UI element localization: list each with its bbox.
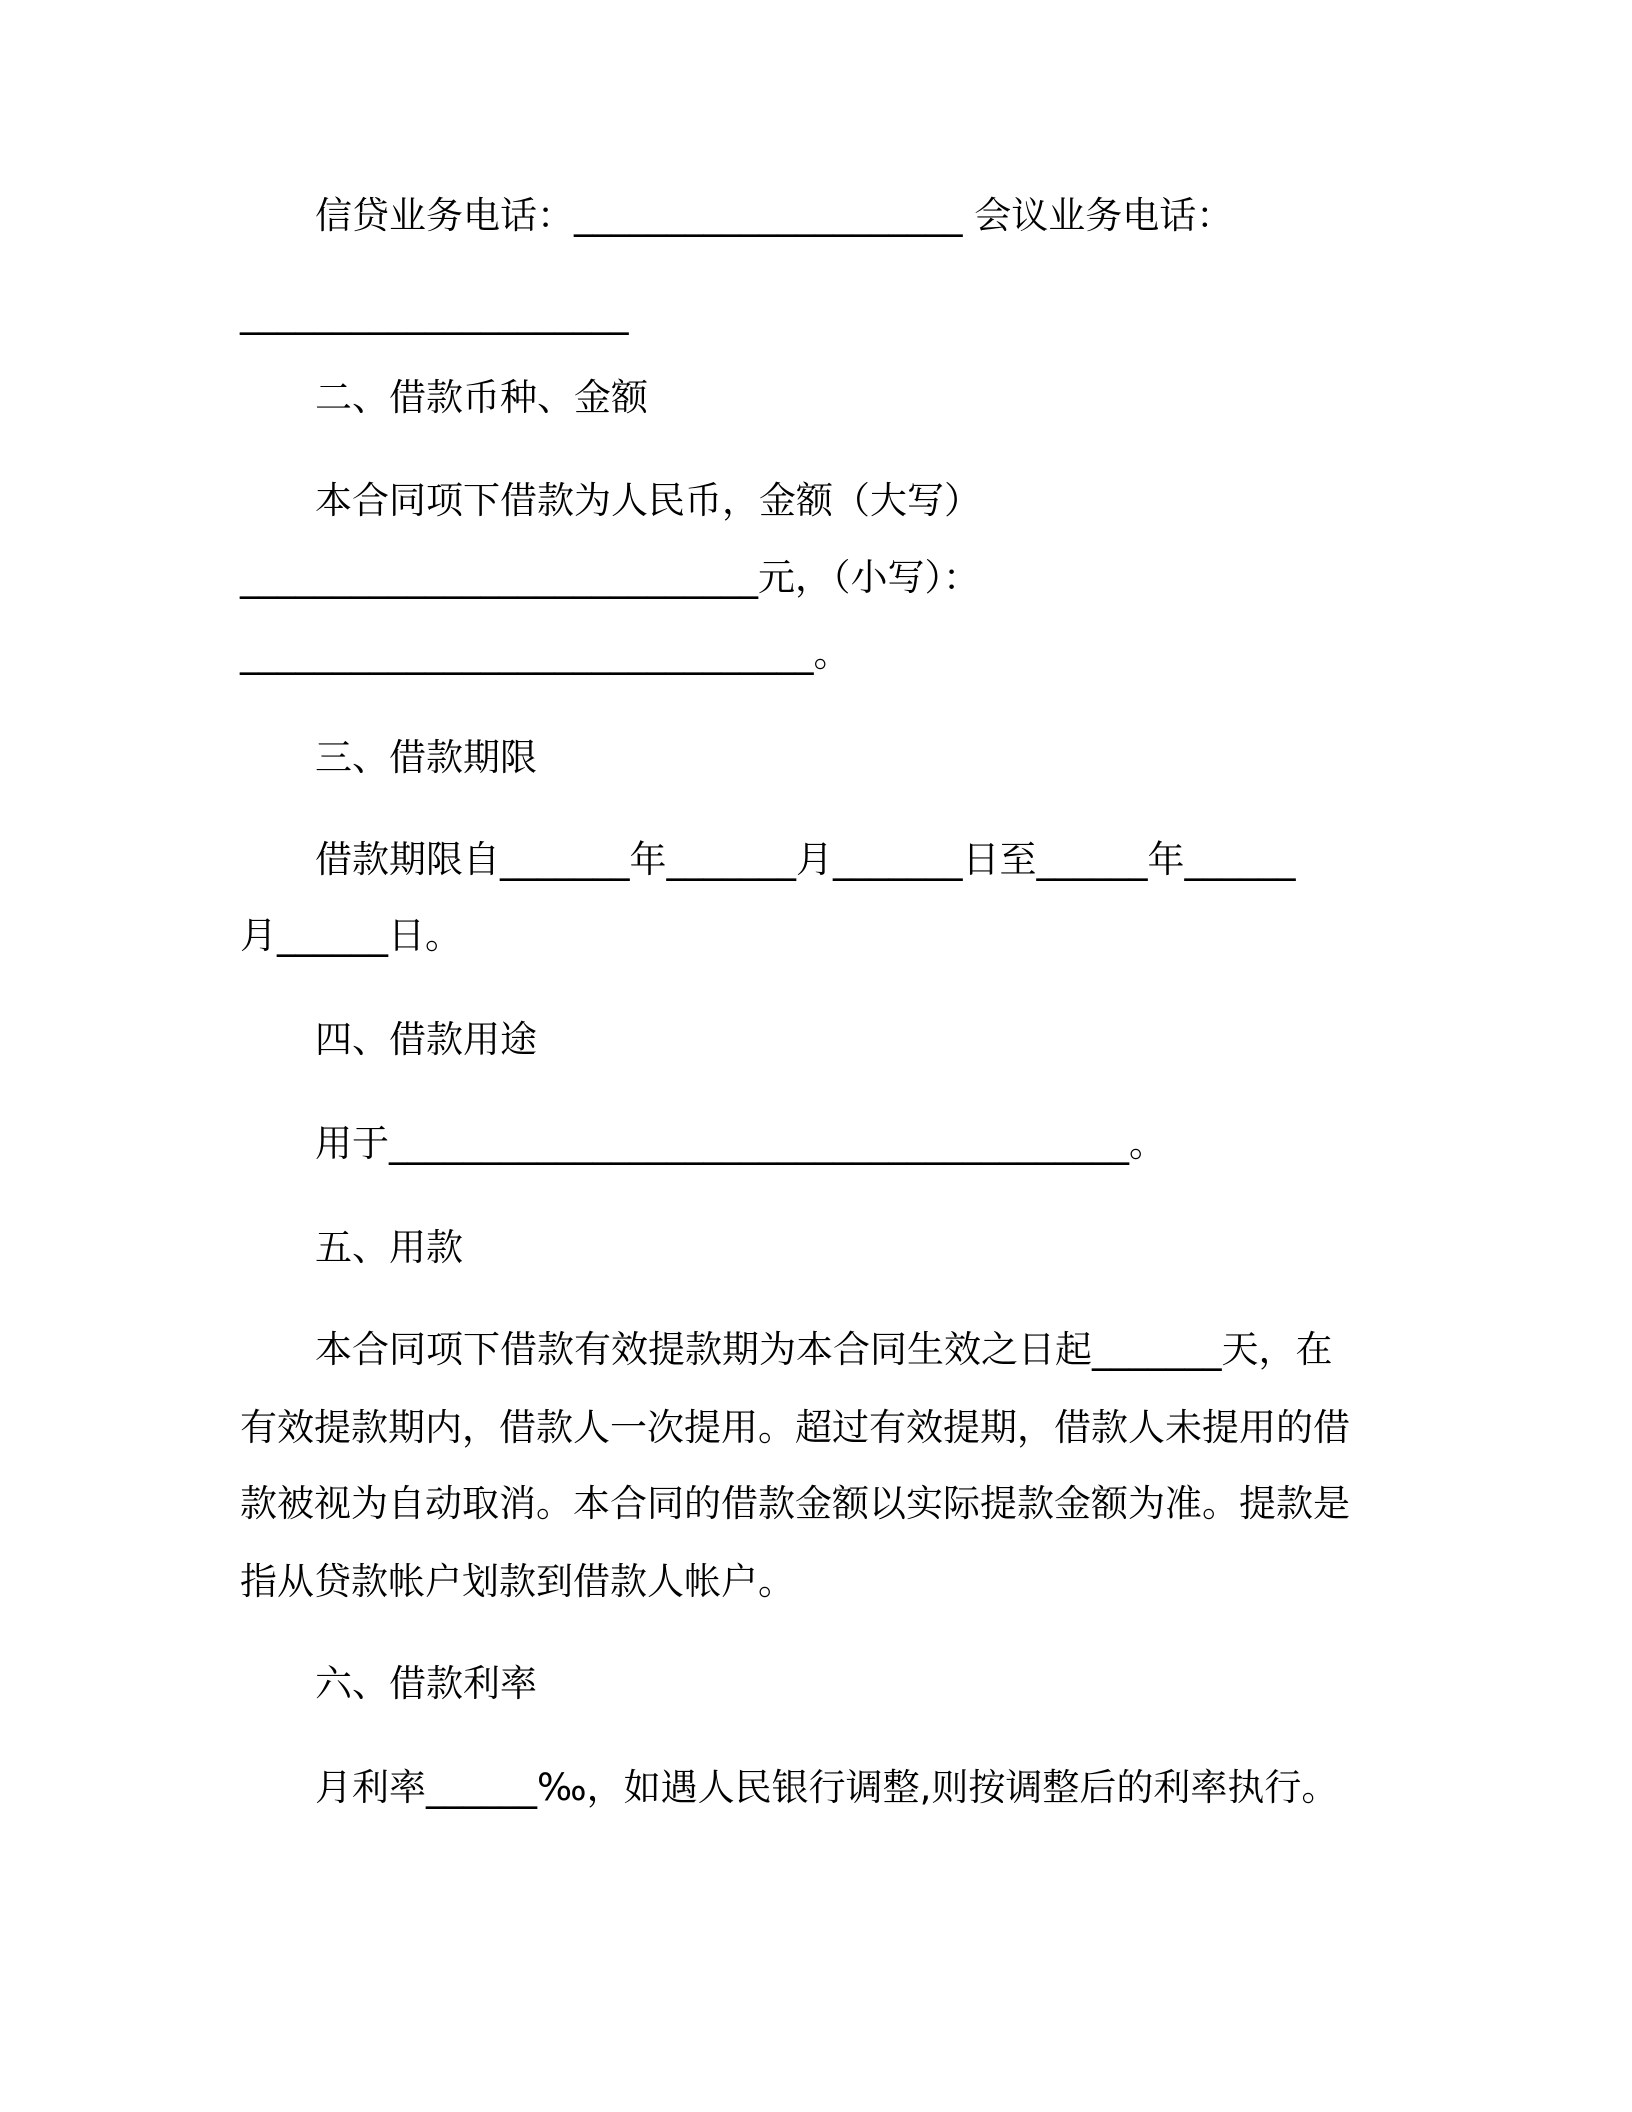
loan-term-line-2: 月______日。 [240,914,462,957]
amount-paragraph-line-2: ____________________________元，（小写）： [240,556,980,599]
drawdown-paragraph-line-4: 指从贷款帐户划款到借款人帐户。 [240,1560,795,1603]
loan-purpose-line: 用于________________________________________。 [315,1122,1166,1165]
loan-term-line-1: 借款期限自_______年_______月_______日至______年______ [315,838,1296,881]
section-heading-interest-rate: 六、借款利率 [315,1662,537,1705]
drawdown-paragraph-line-1: 本合同项下借款有效提款期为本合同生效之日起_______天，在 [315,1328,1333,1371]
credit-business-phone-line: 信贷业务电话：_____________________ 会议业务电话： [315,194,1234,237]
drawdown-paragraph-line-2: 有效提款期内，借款人一次提用。超过有效提期，借款人未提用的借 [240,1406,1350,1449]
section-heading-loan-term: 三、借款期限 [315,736,537,779]
amount-paragraph-line-1: 本合同项下借款为人民币，金额（大写） [315,479,981,522]
section-heading-drawdown: 五、用款 [315,1226,463,1269]
section-heading-currency-amount: 二、借款币种、金额 [315,376,648,419]
amount-paragraph-line-3: _______________________________。 [240,632,851,675]
section-heading-loan-purpose: 四、借款用途 [315,1018,537,1061]
interest-rate-line: 月利率______‰，如遇人民银行调整,则按调整后的利率执行。 [315,1766,1339,1809]
drawdown-paragraph-line-3: 款被视为自动取消。本合同的借款金额以实际提款金额为准。提款是 [240,1482,1350,1525]
meeting-business-phone-blank: _____________________ [240,292,629,335]
